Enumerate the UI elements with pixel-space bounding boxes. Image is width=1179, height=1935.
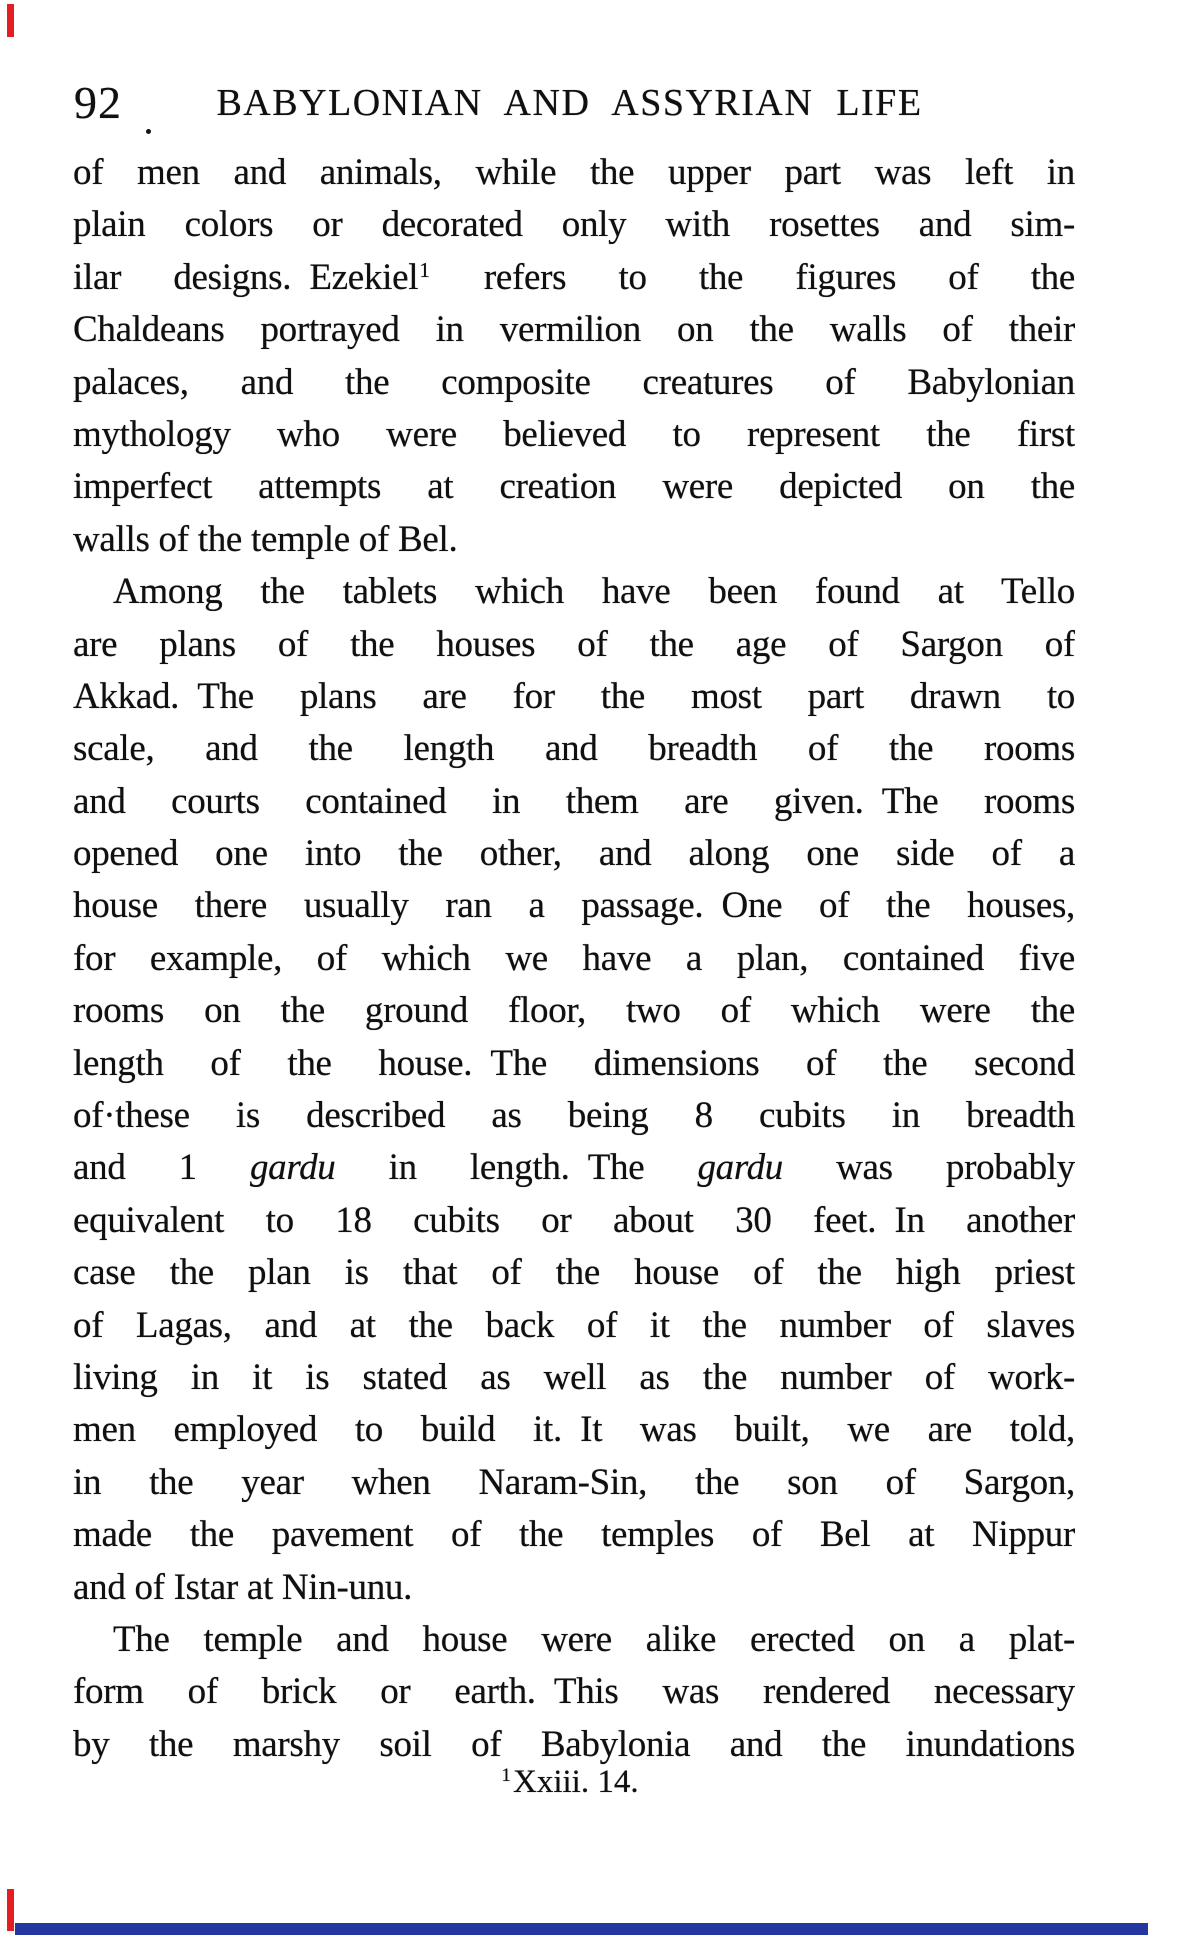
running-title: BABYLONIAN AND ASSYRIAN LIFE [216, 82, 923, 124]
text-line: men employed to build it. It was built, we are told, [73, 1409, 1075, 1451]
text-line: rooms on the ground floor, two of which were the [73, 990, 1075, 1032]
text-line: form of brick or earth. This was rendered necessary [73, 1671, 1075, 1713]
text-line: made the pavement of the temples of Bel at Nippur [73, 1514, 1075, 1556]
text-line: case the plan is that of the house of the high priest [73, 1252, 1075, 1294]
text-line: opened one into the other, and along one side of a [73, 833, 1075, 875]
body-text [73, 147, 1075, 1771]
text-line: walls of the temple of Bel. [73, 518, 458, 560]
footnote-marker: 1 [501, 1765, 511, 1787]
text-line: of·these is described as being 8 cubits in breadth [73, 1095, 1075, 1137]
text-line: living in it is stated as well as the number of work- [73, 1356, 1075, 1398]
text-line: scale, and the length and breadth of the rooms [73, 728, 1075, 770]
text-line: of Lagas, and at the back of it the number of slaves [73, 1304, 1075, 1346]
text-line: Among the tablets which have been found at Tello [113, 571, 1075, 613]
text-line: equivalent to 18 cubits or about 30 feet. In another [73, 1199, 1075, 1241]
scan-mark-bottom-left [7, 1889, 14, 1931]
text-line: mythology who were believed to represent the first [73, 413, 1075, 455]
text-line: Akkad. The plans are for the most part drawn to [73, 675, 1075, 717]
text-line: in the year when Naram-Sin, the son of Sargon, [73, 1461, 1075, 1503]
footnote [0, 1764, 1139, 1800]
text-line: of men and animals, while the upper part was left in [73, 152, 1075, 193]
text-line: Chaldeans portrayed in vermilion on the walls of their [73, 309, 1075, 351]
scan-mark-top-left [7, 4, 14, 37]
text-line: and of Istar at Nin-unu. [73, 1566, 413, 1608]
page-number: 92 [74, 77, 122, 128]
text-line: plain colors or decorated only with rosettes and sim- [73, 204, 1075, 246]
text-line: imperfect attempts at creation were depicted on the [73, 466, 1075, 508]
ink-speck [146, 129, 151, 134]
text-line: and courts contained in them are given. The rooms [73, 780, 1075, 822]
text-line: length of the house. The dimensions of the second [73, 1042, 1075, 1084]
text-line: palaces, and the composite creatures of Babylonian [73, 361, 1075, 403]
text-line: house there usually ran a passage. One of the houses, [73, 885, 1075, 927]
footnote-text: Xxiii. 14. [512, 1764, 639, 1800]
text-line: The temple and house were alike erected on a plat- [113, 1618, 1075, 1660]
text-line: and 1 gardu in length. The gardu was probably [73, 1147, 1075, 1189]
text-line: ilar designs. Ezekiel$^1$ refers to the figures of the [73, 256, 1075, 298]
text-line: for example, of which we have a plan, contained five [73, 937, 1075, 979]
text-line: are plans of the houses of the age of Sargon of [73, 623, 1075, 665]
scan-bar-bottom [15, 1923, 1148, 1935]
text-line: by the marshy soil of Babylonia and the inundations [73, 1723, 1075, 1765]
